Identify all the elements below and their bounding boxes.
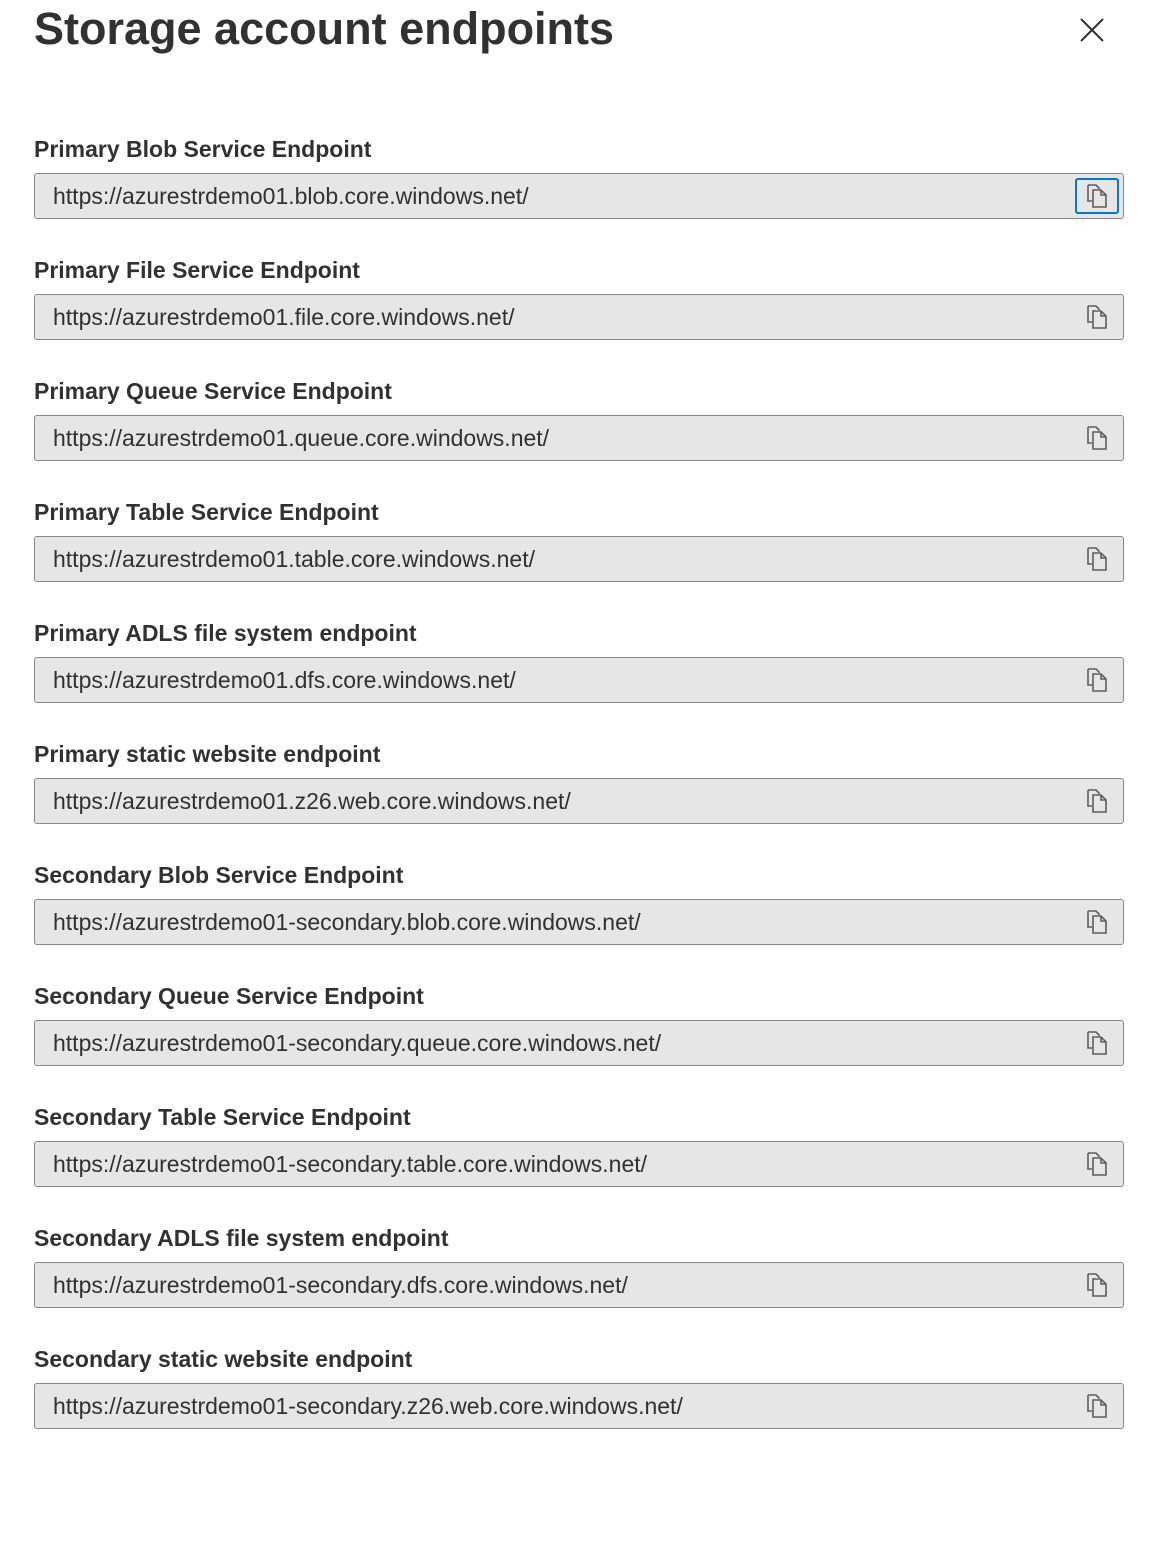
endpoint-value[interactable]: https://azurestrdemo01.z26.web.core.windows.net/: [53, 788, 571, 814]
endpoint-item: [34, 1102, 1124, 1223]
endpoint-value[interactable]: https://azurestrdemo01.file.core.windows.net/: [53, 304, 515, 330]
endpoint-item: [34, 255, 1124, 376]
endpoint-value[interactable]: https://azurestrdemo01.queue.core.windows.net/: [53, 425, 550, 451]
endpoint-label: Primary File Service Endpoint: [34, 257, 360, 283]
copy-to-clipboard-button[interactable]: [1075, 1146, 1119, 1182]
endpoint-value[interactable]: https://azurestrdemo01-secondary.blob.core.windows.net/: [53, 909, 641, 935]
copy-icon: [1085, 909, 1109, 935]
endpoint-field[interactable]: [34, 294, 1124, 340]
endpoint-field[interactable]: [34, 173, 1124, 219]
endpoint-label: Secondary Blob Service Endpoint: [34, 862, 404, 888]
page-title: Storage account endpoints: [34, 3, 615, 54]
endpoint-item: [34, 981, 1124, 1102]
endpoint-item: [34, 618, 1124, 739]
copy-to-clipboard-button[interactable]: [1075, 1267, 1119, 1303]
close-icon: [1072, 10, 1112, 50]
endpoint-label: Primary Queue Service Endpoint: [34, 378, 392, 404]
copy-icon: [1085, 546, 1109, 572]
endpoint-label: Secondary ADLS file system endpoint: [34, 1225, 449, 1251]
copy-icon: [1085, 667, 1109, 693]
endpoint-field[interactable]: [34, 415, 1124, 461]
copy-to-clipboard-button[interactable]: [1075, 299, 1119, 335]
copy-to-clipboard-button[interactable]: [1075, 904, 1119, 940]
copy-to-clipboard-button[interactable]: [1075, 783, 1119, 819]
endpoint-item: [34, 497, 1124, 618]
copy-icon: [1085, 183, 1109, 209]
endpoint-item: [34, 1223, 1124, 1344]
endpoint-field[interactable]: [34, 778, 1124, 824]
copy-icon: [1085, 304, 1109, 330]
endpoint-field[interactable]: [34, 899, 1124, 945]
endpoint-value[interactable]: https://azurestrdemo01.table.core.windows.net/: [53, 546, 535, 572]
copy-to-clipboard-button[interactable]: [1075, 662, 1119, 698]
endpoint-field[interactable]: [34, 1262, 1124, 1308]
endpoint-value[interactable]: https://azurestrdemo01.blob.core.windows.net/: [53, 183, 529, 209]
copy-icon: [1085, 425, 1109, 451]
endpoint-label: Secondary Queue Service Endpoint: [34, 983, 424, 1009]
endpoint-item: [34, 376, 1124, 497]
endpoint-value[interactable]: https://azurestrdemo01-secondary.queue.core.windows.net/: [53, 1030, 662, 1056]
endpoint-value[interactable]: https://azurestrdemo01-secondary.z26.web.core.windows.net/: [53, 1393, 683, 1419]
endpoint-label: Primary ADLS file system endpoint: [34, 620, 417, 646]
endpoint-label: Secondary static website endpoint: [34, 1346, 413, 1372]
endpoint-field[interactable]: [34, 536, 1124, 582]
copy-icon: [1085, 1272, 1109, 1298]
endpoint-value[interactable]: https://azurestrdemo01-secondary.dfs.core.windows.net/: [53, 1272, 628, 1298]
copy-icon: [1085, 1030, 1109, 1056]
endpoint-value[interactable]: https://azurestrdemo01.dfs.core.windows.net/: [53, 667, 516, 693]
endpoint-label: Primary Blob Service Endpoint: [34, 136, 372, 162]
copy-to-clipboard-button[interactable]: [1075, 420, 1119, 456]
copy-to-clipboard-button[interactable]: [1075, 1388, 1119, 1424]
endpoint-field[interactable]: [34, 1383, 1124, 1429]
copy-icon: [1085, 1151, 1109, 1177]
endpoint-item: [34, 134, 1124, 255]
copy-icon: [1085, 1393, 1109, 1419]
endpoint-field[interactable]: [34, 1141, 1124, 1187]
endpoint-value[interactable]: https://azurestrdemo01-secondary.table.core.windows.net/: [53, 1151, 648, 1177]
copy-to-clipboard-button[interactable]: [1075, 541, 1119, 577]
copy-to-clipboard-button[interactable]: [1075, 178, 1119, 214]
endpoint-field[interactable]: [34, 1020, 1124, 1066]
endpoint-label: Primary Table Service Endpoint: [34, 499, 379, 525]
close-button[interactable]: [1072, 10, 1112, 50]
copy-to-clipboard-button[interactable]: [1075, 1025, 1119, 1061]
endpoint-item: [34, 739, 1124, 860]
copy-icon: [1085, 788, 1109, 814]
endpoint-label: Primary static website endpoint: [34, 741, 381, 767]
endpoint-item: [34, 1344, 1124, 1465]
endpoint-field[interactable]: [34, 657, 1124, 703]
endpoint-item: [34, 860, 1124, 981]
endpoint-label: Secondary Table Service Endpoint: [34, 1104, 411, 1130]
endpoint-list: [34, 134, 1124, 1465]
